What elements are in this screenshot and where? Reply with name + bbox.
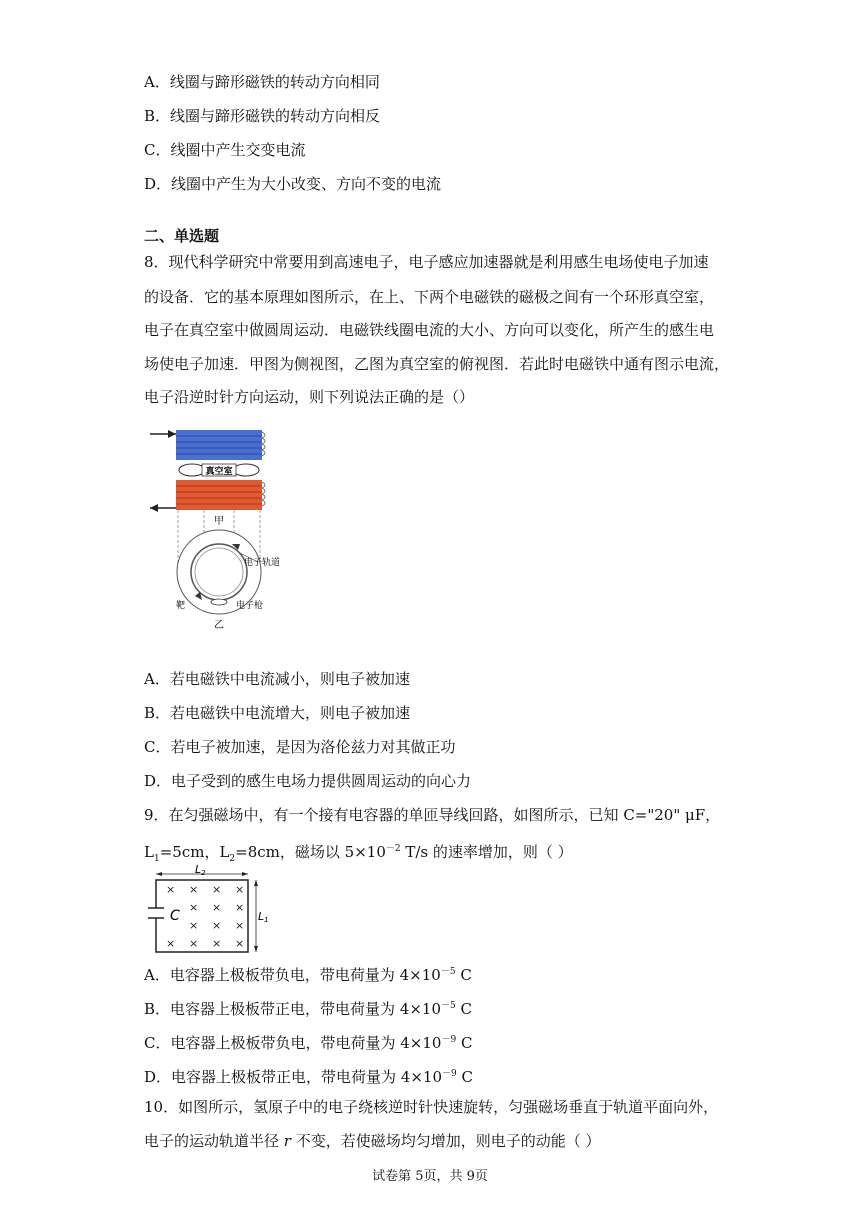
q10-stem-line-2: 电子的运动轨道半径 r 不变，若使磁场均匀增加，则电子的动能（ ）	[144, 1132, 601, 1150]
q7-option-a: A．线圈与蹄形磁铁的转动方向相同	[144, 73, 380, 91]
svg-text:×: ×	[189, 937, 199, 950]
svg-text:×: ×	[212, 901, 222, 914]
svg-text:×: ×	[212, 883, 222, 896]
q7-option-d: D．线圈中产生为大小改变、方向不变的电流	[144, 175, 442, 193]
page-footer: 试卷第 5页，共 9页	[372, 1169, 488, 1184]
q9-option-c: C．电容器上极板带负电，带电荷量为 $4\times 10^{-9}$ C	[144, 1034, 473, 1052]
svg-text:×: ×	[212, 937, 222, 950]
q9-option-b: B．电容器上极板带正电，带电荷量为 $4\times 10^{-5}$ C	[144, 1000, 472, 1018]
capacitor-label: C	[170, 908, 180, 924]
q8-option-b: B．若电磁铁中电流增大，则电子被加速	[144, 704, 411, 722]
gun-label: 电子枪	[236, 601, 264, 611]
q8-stem-line-4: 场使电子加速．甲图为侧视图，乙图为真空室的俯视图．若此时电磁铁中通有图示电流，	[144, 355, 730, 373]
q8-option-c: C．若电子被加速，是因为洛伦兹力对其做正功	[144, 738, 456, 756]
svg-text:×: ×	[235, 919, 245, 932]
target-label: 靶	[176, 601, 186, 611]
svg-text:×: ×	[235, 937, 245, 950]
section-heading: 二、单选题	[144, 227, 220, 245]
yi-label: 乙	[214, 620, 224, 631]
q7-option-c: C．线圈中产生交变电流	[144, 141, 306, 159]
top-electromagnet	[176, 430, 265, 460]
q9-figure	[140, 864, 270, 956]
q9-option-a: A．电容器上极板带负电，带电荷量为 $4\times 10^{-5}$ C	[144, 966, 472, 984]
l2-label: L2	[195, 864, 206, 877]
svg-text:×: ×	[235, 883, 245, 896]
q8-stem-line-2: 的设备．它的基本原理如图所示，在上、下两个电磁铁的磁极之间有一个环形真空室，	[144, 288, 715, 306]
svg-text:×: ×	[189, 883, 199, 896]
bottom-electromagnet	[176, 480, 265, 510]
q9-stem-line-2: $L_1=5cm$，$L_2=8cm$，磁场以 $5\times 10^{-2}$ T/s 的速率增加，则（ ）	[144, 843, 573, 864]
vacuum-label: 真空室	[205, 467, 233, 477]
svg-text:×: ×	[189, 901, 199, 914]
bottom-current-arrow	[150, 504, 176, 512]
q8-figure	[148, 424, 298, 636]
svg-text:×: ×	[235, 901, 245, 914]
svg-text:×: ×	[166, 883, 176, 896]
svg-text:×: ×	[212, 919, 222, 932]
q8-stem-line-5: 电子沿逆时针方向运动，则下列说法正确的是（）	[144, 388, 475, 406]
top-current-arrow	[150, 430, 176, 438]
q9-stem-line-1: 9．在匀强磁场中，有一个接有电容器的单匝导线回路，如图所示，已知 C="20" μF，	[144, 806, 721, 824]
jia-label: 甲	[214, 516, 224, 527]
svg-text:×: ×	[166, 937, 176, 950]
q7-option-b: B．线圈与蹄形磁铁的转动方向相反	[144, 107, 381, 125]
track-label: 电子轨道	[244, 558, 281, 568]
q8-stem-line-3: 电子在真空室中做圆周运动．电磁铁线圈电流的大小、方向可以变化，所产生的感生电	[144, 321, 715, 339]
l1-label: L1	[258, 910, 269, 924]
svg-text:×: ×	[189, 919, 199, 932]
q8-stem-line-1: 8．现代科学研究中常要用到高速电子，电子感应加速器就是利用感生电场使电子加速	[144, 253, 709, 271]
q8-option-d: D．电子受到的感生电场力提供圆周运动的向心力	[144, 772, 472, 790]
q8-option-a: A．若电磁铁中电流减小，则电子被加速	[144, 670, 410, 688]
q10-stem-line-1: 10．如图所示，氢原子中的电子绕核逆时针快速旋转，匀强磁场垂直于轨道平面向外，	[144, 1098, 719, 1116]
q9-option-d: D．电容器上极板带正电，带电荷量为 $4\times 10^{-9}$ C	[144, 1068, 473, 1086]
vacuum-chamber	[179, 464, 259, 477]
